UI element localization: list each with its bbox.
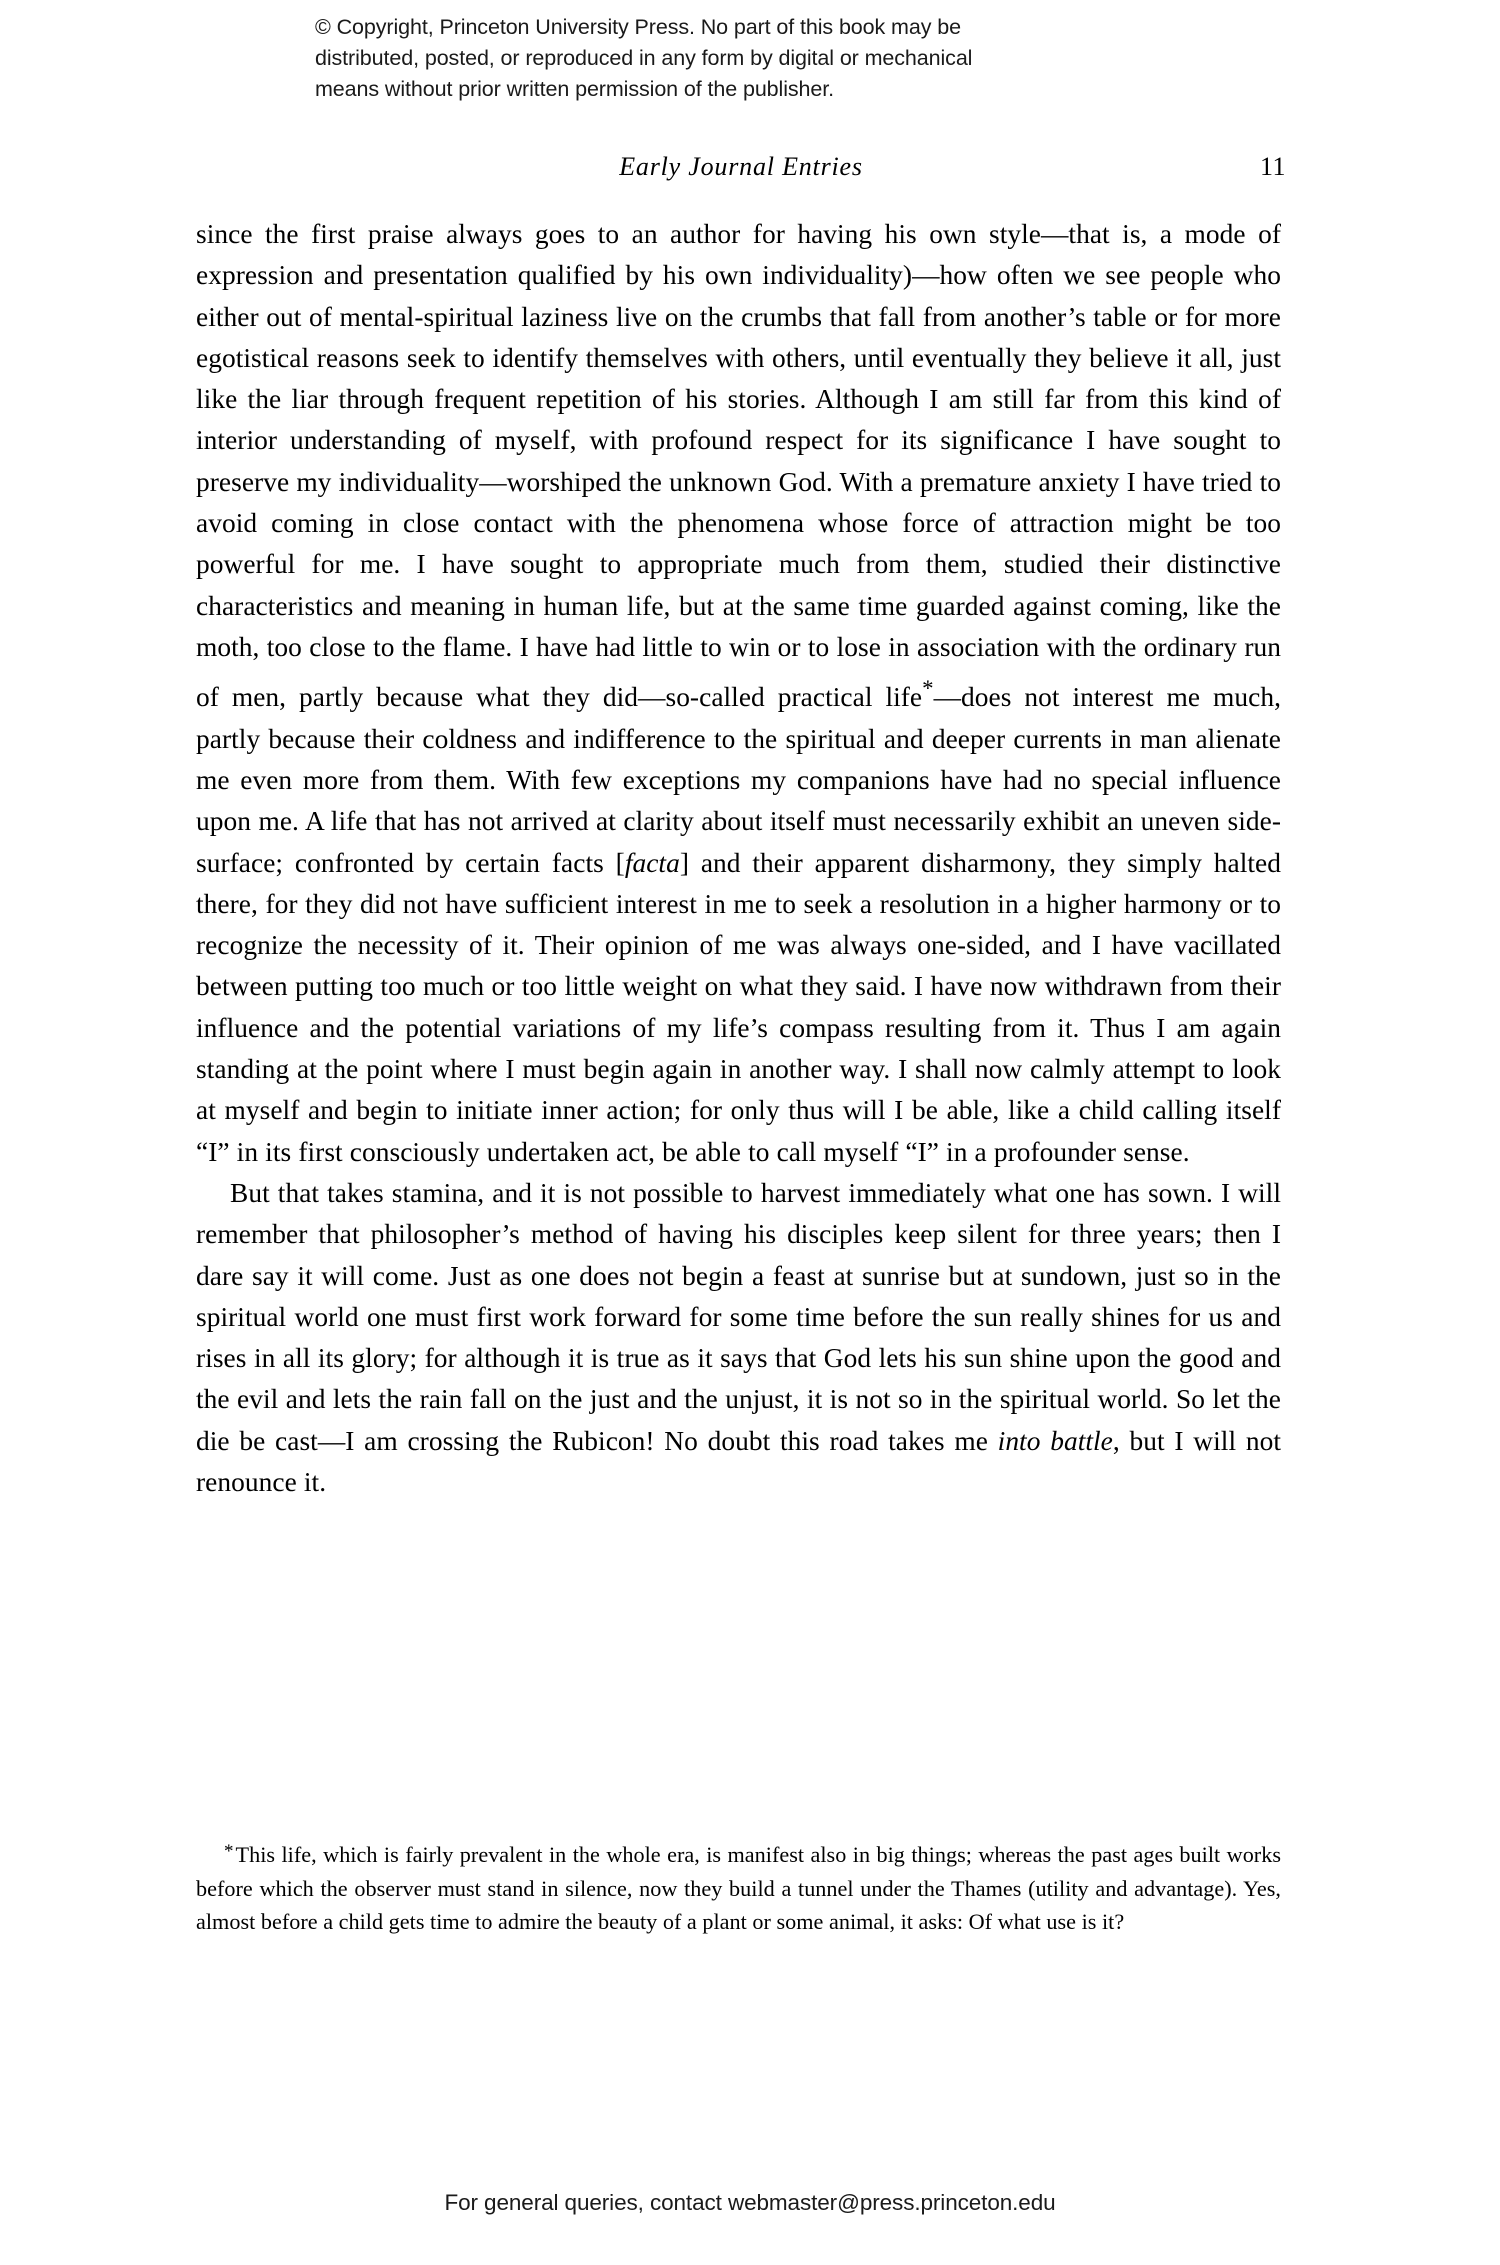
paragraph-2-part-1: But that takes stamina, and it is not possible to harvest immediately what one has sown. I will remember that philosopher’s method of having his disciples keep silent for three years; then I dare say it will come. Just as one does not begin a feast at sunrise but at sundown, just so in the spiritual world one must first work forward for some time before the sun really shines for us and rises in all its glory; for although it is true as it says that God lets his sun shine upon the good and the evil and lets the rain fall on the just and the unjust, it is not so in the spiritual world. So let the die be cast—I am crossing the Rubicon! No doubt this road takes me <box>196 1177 1281 1456</box>
paragraph-1-part-2: —does not interest me much, partly because their coldness and indifference to the spiritual and deeper currents in man alienate me even more from them. With few exceptions my companions have had no special influence upon me. A life that has not arrived at clarity about itself must necessarily exhibit an uneven side-surface; confronted by certain facts [ <box>196 682 1281 878</box>
paragraph-1-part-1: since the first praise always goes to an author for having his own style—that is, a mode of expression and presentation qualified by his own individuality)—how often we see people who either out of mental-spiritual laziness live on the crumbs that fall from another’s table or for more egotistical reasons seek to identify themselves with others, until eventually they believe it all, just like the liar through frequent repetition of his stories. Although I am still far from this kind of interior understanding of myself, with profound respect for its significance I have sought to preserve my individuality—worshiped the unknown God. With a premature anxiety I have tried to avoid coming in close contact with the phenomena whose force of attraction might be too powerful for me. I have sought to appropriate much from them, studied their distinctive characteristics and meaning in human life, but at the same time guarded against coming, like the moth, too close to the flame. I have had little to win or to lose in association with the ordinary run of men, partly because what they did—so-called practical life <box>196 219 1281 713</box>
paragraph-2-part-2: , but I will not renounce it. <box>196 1425 1282 1498</box>
copyright-notice <box>315 12 1155 105</box>
body-paragraph-2 <box>196 1173 1281 1503</box>
running-head-title: Early Journal Entries <box>619 152 863 181</box>
footnote-marker: * <box>224 1841 234 1862</box>
copyright-notice-line-1: © Copyright, Princeton University Press. No part of this book may be <box>315 15 961 39</box>
page-number: 11 <box>1259 152 1286 181</box>
copyright-notice-line-2: distributed, posted, or reproduced in any form by digital or mechanical <box>315 46 973 70</box>
italic-phrase-into-battle: into battle <box>997 1425 1113 1456</box>
footnote-paragraph <box>196 1835 1281 1939</box>
footnote-reference-marker: * <box>922 676 934 702</box>
body-text-block <box>196 214 1281 1503</box>
footnote-block <box>196 1835 1281 1939</box>
footer-queries-line: For general queries, contact webmaster@press.princeton.edu <box>444 2190 1056 2215</box>
latin-term-facta: facta <box>624 847 680 878</box>
copyright-notice-line-3: means without prior written permission of the publisher. <box>315 77 835 101</box>
running-head <box>196 152 1286 186</box>
body-paragraph-1 <box>196 214 1281 1173</box>
paragraph-1-part-3: ] and their apparent disharmony, they simply halted there, for they did not have sufficient interest in me to seek a resolution in a higher harmony or to recognize the necessity of it. Their opinion of me was always one-sided, and I have vacillated between putting too much or too little weight on what they said. I have now withdrawn from their influence and the potential variations of my life’s compass resulting from it. Thus I am again standing at the point where I must begin again in another way. I shall now calmly attempt to look at myself and begin to initiate inner action; for only thus will I be able, like a child calling itself “I” in its first consciously undertaken act, be able to call myself “I” in a profounder sense. <box>196 847 1282 1167</box>
footnote-text: This life, which is fairly prevalent in the whole era, is manifest also in big things; whereas the past ages built works before which the observer must stand in silence, now they build a tunnel under the Thames (utility and advantage). Yes, almost before a child gets time to admire the beauty of a plant or some animal, it asks: Of what use is it? <box>196 1842 1281 1935</box>
